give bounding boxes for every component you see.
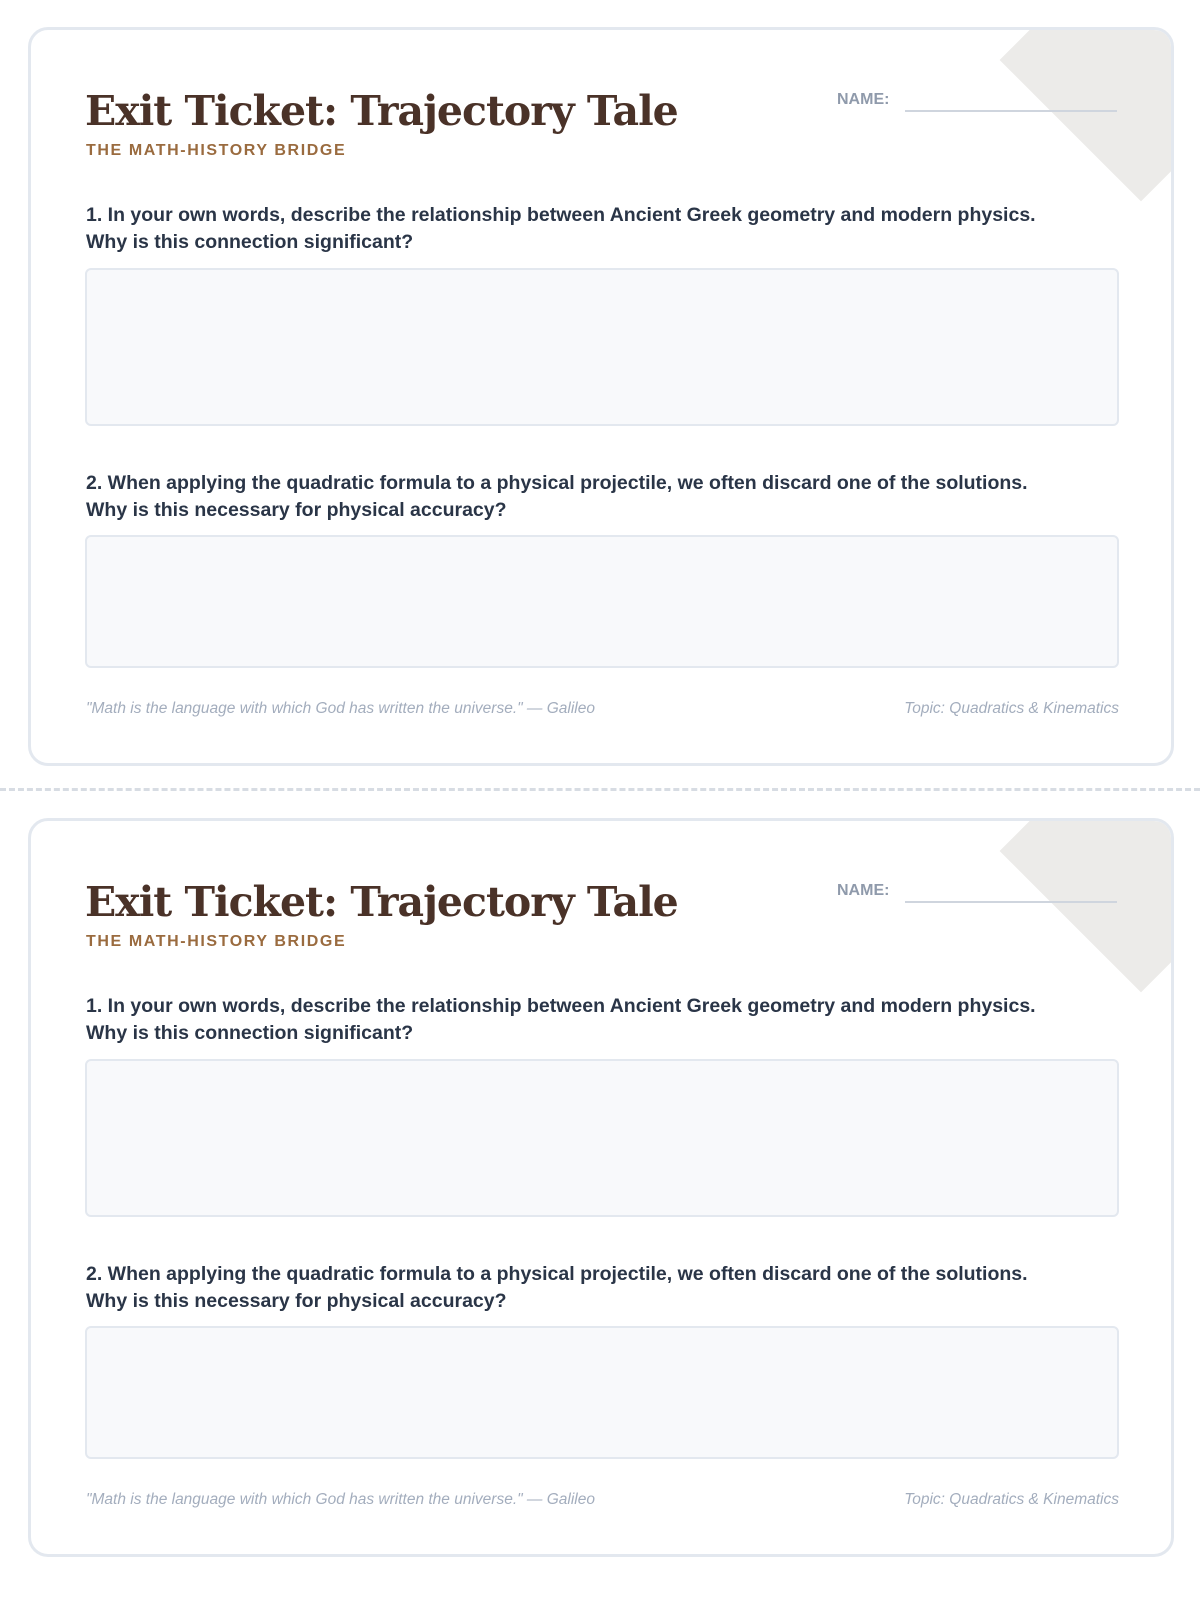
corner-decoration: [1000, 818, 1174, 992]
question-1: [86, 993, 1126, 1047]
answer-1-box[interactable]: [85, 1059, 1119, 1217]
question-2-line-2: Why is this necessary for physical accuracy?: [86, 1290, 507, 1312]
answer-1-box[interactable]: [85, 268, 1119, 426]
ticket-title: Exit Ticket: Trajectory Tale: [85, 87, 678, 135]
ticket-title: Exit Ticket: Trajectory Tale: [85, 878, 678, 926]
galileo-quote: "Math is the language with which God has written the universe." — Galileo: [86, 1491, 595, 1508]
topic-label: Topic: Quadratics & Kinematics: [904, 700, 1119, 717]
question-1-line-1: 1. In your own words, describe the relationship between Ancient Greek geometry and modern physics.: [86, 995, 1036, 1017]
name-label: NAME:: [837, 882, 890, 899]
cut-line-divider: [0, 788, 1200, 791]
question-1-line-1: 1. In your own words, describe the relationship between Ancient Greek geometry and modern physics.: [86, 204, 1036, 226]
exit-ticket-2: [28, 818, 1174, 1557]
name-field[interactable]: [905, 901, 1117, 903]
question-2-line-1: 2. When applying the quadratic formula to a physical projectile, we often discard one of the solutions.: [86, 1263, 1028, 1285]
question-1-line-2: Why is this connection significant?: [86, 1022, 414, 1044]
galileo-quote: "Math is the language with which God has written the universe." — Galileo: [86, 700, 595, 717]
name-field[interactable]: [905, 110, 1117, 112]
corner-decoration: [1000, 27, 1174, 201]
question-2-line-1: 2. When applying the quadratic formula to a physical projectile, we often discard one of the solutions.: [86, 472, 1028, 494]
ticket-subtitle: THE MATH-HISTORY BRIDGE: [86, 142, 347, 159]
topic-label: Topic: Quadratics & Kinematics: [904, 1491, 1119, 1508]
question-2: [86, 1261, 1126, 1315]
question-1: [86, 202, 1126, 256]
name-label: NAME:: [837, 91, 890, 108]
answer-2-box[interactable]: [85, 1326, 1119, 1459]
answer-2-box[interactable]: [85, 535, 1119, 668]
question-2: [86, 470, 1126, 524]
exit-ticket-1: [28, 27, 1174, 766]
question-1-line-2: Why is this connection significant?: [86, 231, 414, 253]
question-2-line-2: Why is this necessary for physical accuracy?: [86, 499, 507, 521]
ticket-subtitle: THE MATH-HISTORY BRIDGE: [86, 933, 347, 950]
